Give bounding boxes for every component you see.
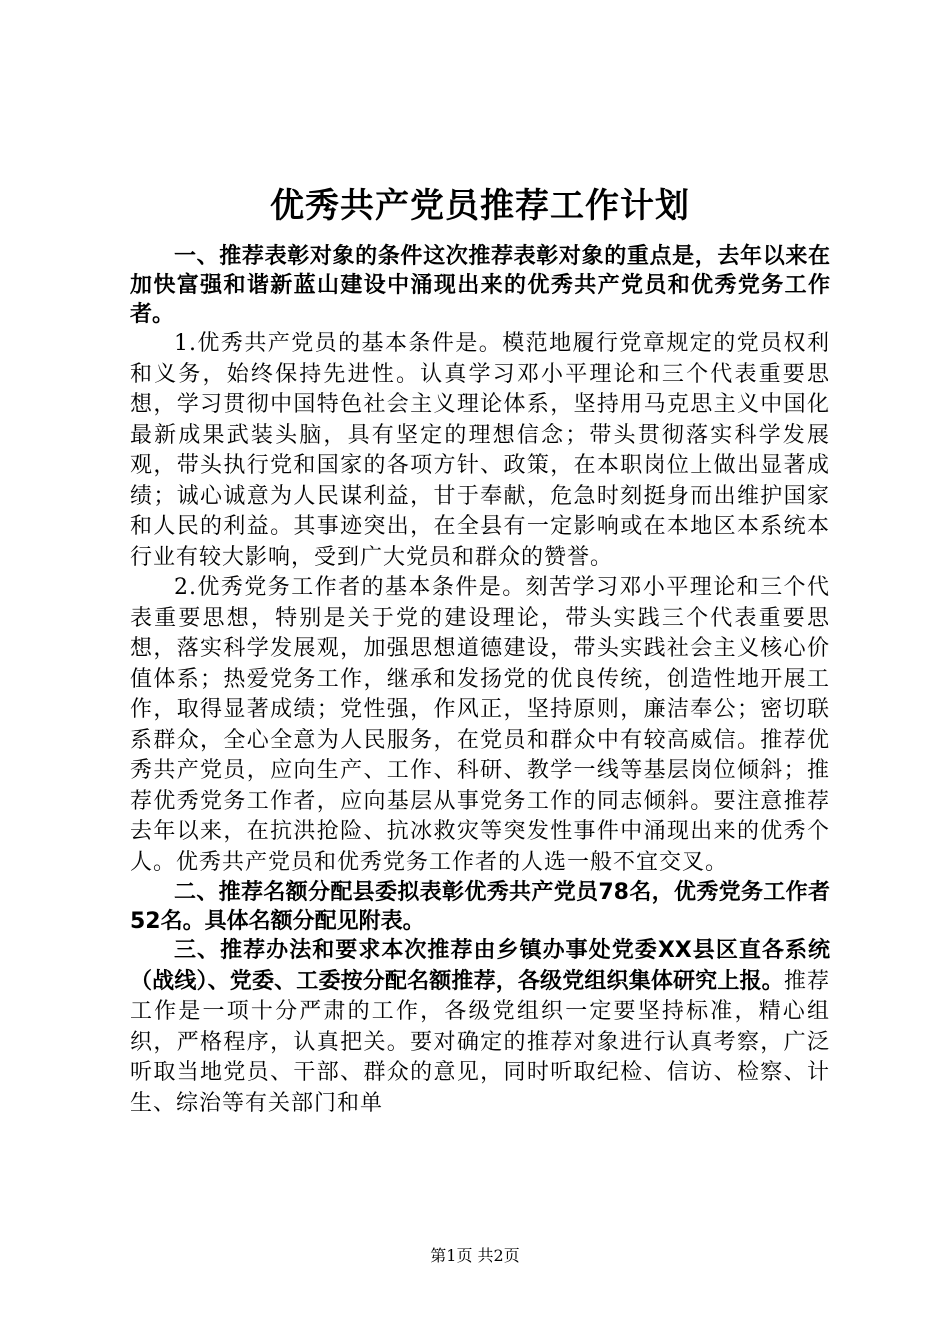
document-page xyxy=(130,182,830,1119)
party-member-criteria-paragraph: 1.优秀共产党员的基本条件是。模范地履行党章规定的党员权利和义务，始终保持先进性。认真学习邓小平理论和三个代表重要思想，学习贯彻中国特色社会主义理论体系，坚持用马克思主义中国化最新成果武装头脑，具有坚定的理想信念；带头贯彻落实科学发展观，带头执行党和国家的各项方针、政策，在本职岗位上做出显著成绩；诚心诚意为人民谋利益，甘于奉献，危急时刻挺身而出维护国家和人民的利益。其事迹突出，在全县有一定影响或在本地区本系统本行业有较大影响，受到广大党员和群众的赞誉。 xyxy=(130,331,830,570)
section-3-heading-text: 三、推荐办法和要求本次推荐由乡镇办事处党委XX县区直各系统（战线）、党委、工委按分配名额推荐，各级党组织集体研究上报。 xyxy=(130,938,830,994)
section-3-paragraph xyxy=(130,936,830,1119)
section-2-paragraph: 二、推荐名额分配县委拟表彰优秀共产党员78名，优秀党务工作者52名。具体名额分配见附表。 xyxy=(130,880,830,934)
party-worker-criteria-paragraph: 2.优秀党务工作者的基本条件是。刻苦学习邓小平理论和三个代表重要思想，特别是关于党的建设理论，带头实践三个代表重要思想，落实科学发展观，加强思想道德建设，带头实践社会主义核心价值体系；热爱党务工作，继承和发扬党的优良传统，创造性地开展工作，取得显著成绩；党性强，作风正，坚持原则，廉洁奉公；密切联系群众，全心全意为人民服务，在党员和群众中有较高威信。推荐优秀共产党员，应向生产、工作、科研、教学一线等基层岗位倾斜；推荐优秀党务工作者，应向基层从事党务工作的同志倾斜。要注意推荐去年以来，在抗洪抢险、抗冰救灾等突发性事件中涌现出来的优秀个人。优秀共产党员和优秀党务工作者的人选一般不宜交叉。 xyxy=(130,575,830,875)
section-3-body-text: 推荐工作是一项十分严肃的工作，各级党组织一定要坚持标准，精心组织，严格程序，认真把关。要对确定的推荐对象进行认真考察，广泛听取当地党员、干部、群众的意见，同时听取纪检、信访、检察、计生、综治等有关部门和单 xyxy=(130,968,830,1116)
section-1-paragraph: 一、推荐表彰对象的条件这次推荐表彰对象的重点是，去年以来在加快富强和谐新蓝山建设中涌现出来的优秀共产党员和优秀党务工作者。 xyxy=(130,244,830,327)
page-footer: 第1页 共2页 xyxy=(430,1246,520,1265)
document-title: 优秀共产党员推荐工作计划 xyxy=(270,186,690,226)
